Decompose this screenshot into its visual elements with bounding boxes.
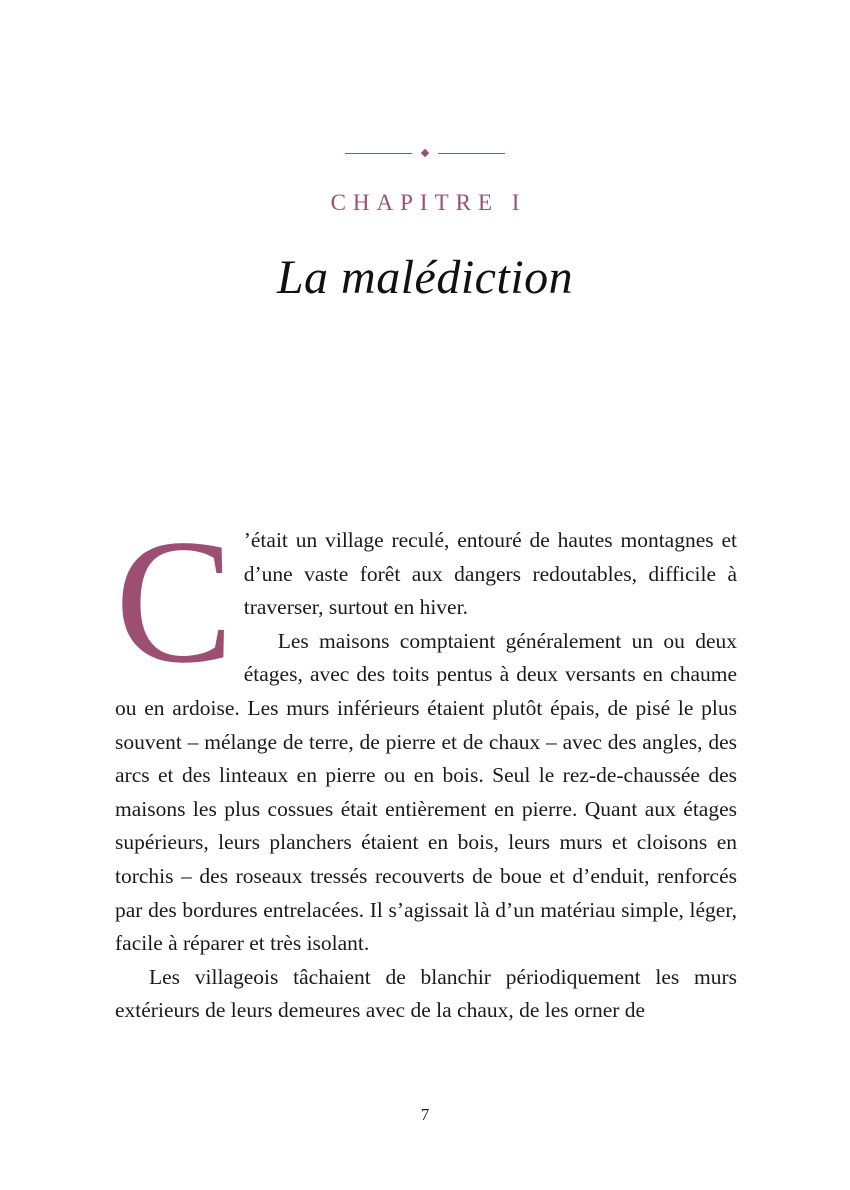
body-text <box>115 502 737 1028</box>
ornament-rule-right <box>438 153 505 154</box>
ornament-diamond <box>421 149 429 157</box>
paragraph-first-text: ’était un village reculé, entouré de hautes montagnes et d’une vaste forêt aux dangers redoutables, difficile à traverser, surtout en hiver. <box>243 528 737 620</box>
chapter-title: La malédiction <box>276 251 574 304</box>
paragraph-first <box>115 502 737 961</box>
chapter-header <box>0 0 850 305</box>
drop-cap: C <box>115 502 234 700</box>
ornament-rule-left <box>345 153 412 154</box>
paragraph-third: Les villageois tâchaient de blanchir périodiquement les murs extérieurs de leurs demeures avec de la chaux, de les orner de <box>115 964 737 1023</box>
paragraph-second-text: Les maisons comptaient généralement un ou deux étages, avec des toits pentus à deux versants en chaume ou en ardoise. Les murs inférieurs étaient plutôt épais, de pisé le plus souvent – mélange de terre, de pierre et de chaux – avec des angles, des arcs et des linteaux en pierre ou en bois. Seul le rez-de-chaussée des maisons les plus cossues était entièrement en pierre. Quant aux étages supérieurs, leurs planchers étaient en bois, leurs murs et cloisons en torchis – des roseaux tressés recouverts de boue et d’enduit, renforcés par des bordures entrelacées. Il s’agissait là d’un matériau simple, léger, facile à réparer et très isolant. <box>115 628 737 956</box>
page-number: 7 <box>420 1105 430 1124</box>
diamond-rule-ornament-icon <box>345 150 505 156</box>
chapter-label: CHAPITRE I <box>330 190 527 215</box>
